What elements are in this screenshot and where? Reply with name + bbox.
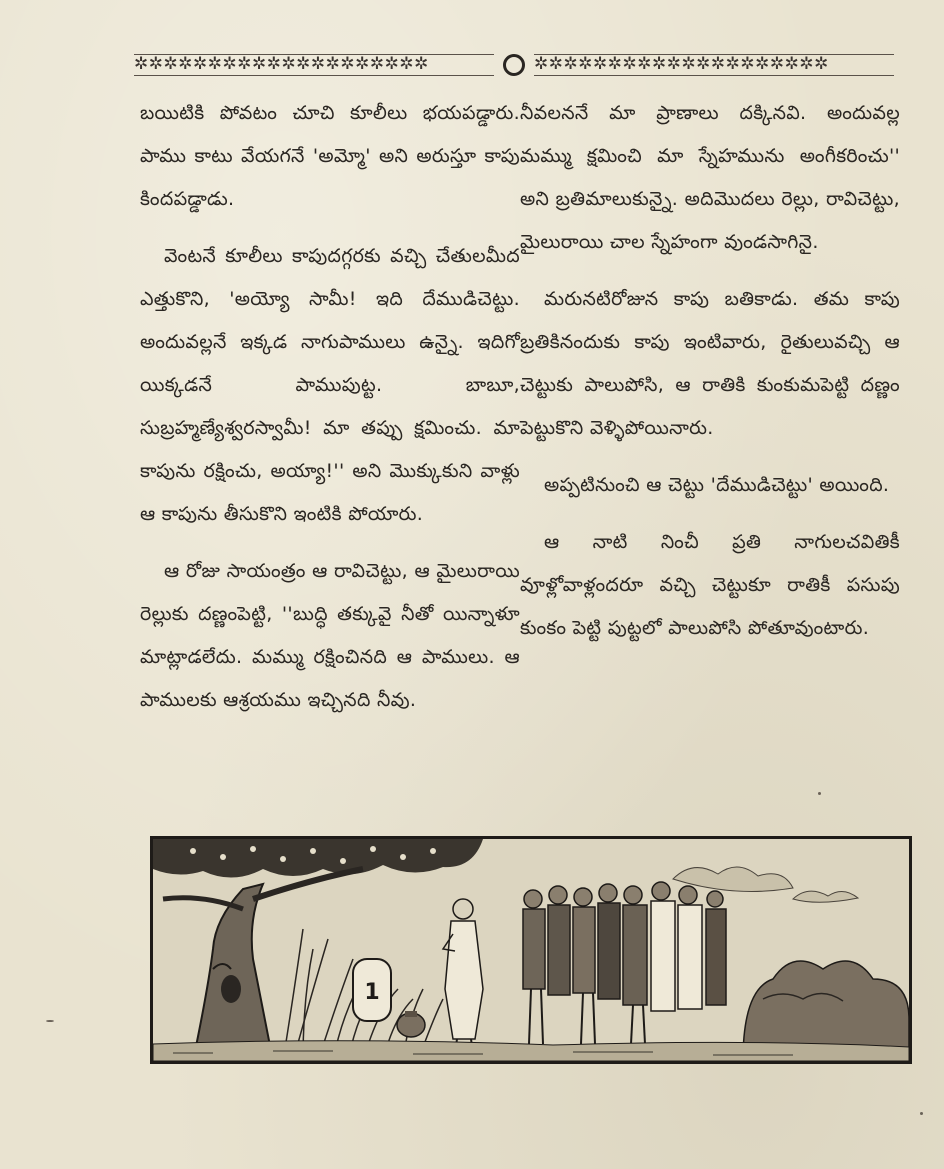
story-illustration xyxy=(150,836,912,1064)
paragraph: అప్పటినుంచి ఆ చెట్టు 'దేముడిచెట్టు' అయింది. xyxy=(544,474,890,496)
ornamental-border xyxy=(134,50,894,80)
star-border-left: ✲✲✲✲✲✲✲✲✲✲✲✲✲✲✲✲✲✲✲✲ xyxy=(134,54,494,76)
paragraph: వెంటనే కూలీలు కాపుదగ్గరకు వచ్చి చేతులమీద ఎత్తుకొని, 'అయ్యో సామీ! ఇది దేముడిచెట్టు. అందువల్లనే ఇక్కడ నాగుపాములు ఉన్నై. ఇదిగో యిక్కడనే పాముపుట్ట. బాబూ, సుబ్రహ్మణ్యేశ్వరస్వామీ! మా తప్పు క్షమించు. మా కాపును రక్షించు, అయ్యా!'' అని మొక్కుకుని వాళ్లు ఆ కాపును తీసుకొని ఇంటికి పోయారు. xyxy=(140,245,520,525)
paragraph: బయిటికి పోవటం చూచి కూలీలు భయపడ్డారు. పాము కాటు వేయగనే 'అమ్మో' అని అరుస్తూ కాపు కిందపడ్డాడు. xyxy=(140,102,520,210)
paragraph: ఆ నాటి నించీ ప్రతి నాగులచవితికీ వూళ్లోవాళ్లందరూ వచ్చి చెట్టుకూ రాతికీ పసుపు కుంకం పెట్టి పుట్టలో పాలుపోసి పోతూవుంటారు. xyxy=(520,531,900,639)
print-speck xyxy=(920,1112,923,1115)
paragraph: ఆ రోజు సాయంత్రం ఆ రావిచెట్టు, ఆ మైలురాయి రెల్లుకు దణ్ణంపెట్టి, ''బుద్ధి తక్కువై నీతో యిన్నాళూ మాట్లాడలేదు. మమ్ము రక్షించినది ఆ పాములు. ఆ పాములకు ఆశ్రయము ఇచ్చినది నీవు. xyxy=(140,560,520,711)
milestone-number: 1 xyxy=(364,980,380,1005)
illustration-drawing xyxy=(153,839,909,1061)
paragraph: నీవలననే మా ప్రాణాలు దక్కినవి. అందువల్ల మమ్ము క్షమించి మా స్నేహమును అంగీకరించు'' అని బ్రతిమాలుకున్నై. అదిమొదలు రెల్లు, రావిచెట్టు, మైలురాయి చాల స్నేహంగా వుండసాగినై. xyxy=(520,102,900,253)
print-speck xyxy=(46,1020,54,1022)
paragraph: మరునటిరోజున కాపు బతికాడు. తమ కాపు బ్రతికినందుకు కాపు ఇంటివారు, రైతులువచ్చి ఆ చెట్టుకు పాలుపోసి, ఆ రాతికి కుంకుమపెట్టి దణ్ణం పెట్టుకొని వెళ్ళిపోయినారు. xyxy=(520,288,900,439)
left-column xyxy=(140,92,520,736)
print-speck xyxy=(818,792,821,795)
star-border-right: ✲✲✲✲✲✲✲✲✲✲✲✲✲✲✲✲✲✲✲✲ xyxy=(534,54,894,76)
ring-ornament-icon xyxy=(503,54,525,76)
right-column xyxy=(520,92,900,664)
